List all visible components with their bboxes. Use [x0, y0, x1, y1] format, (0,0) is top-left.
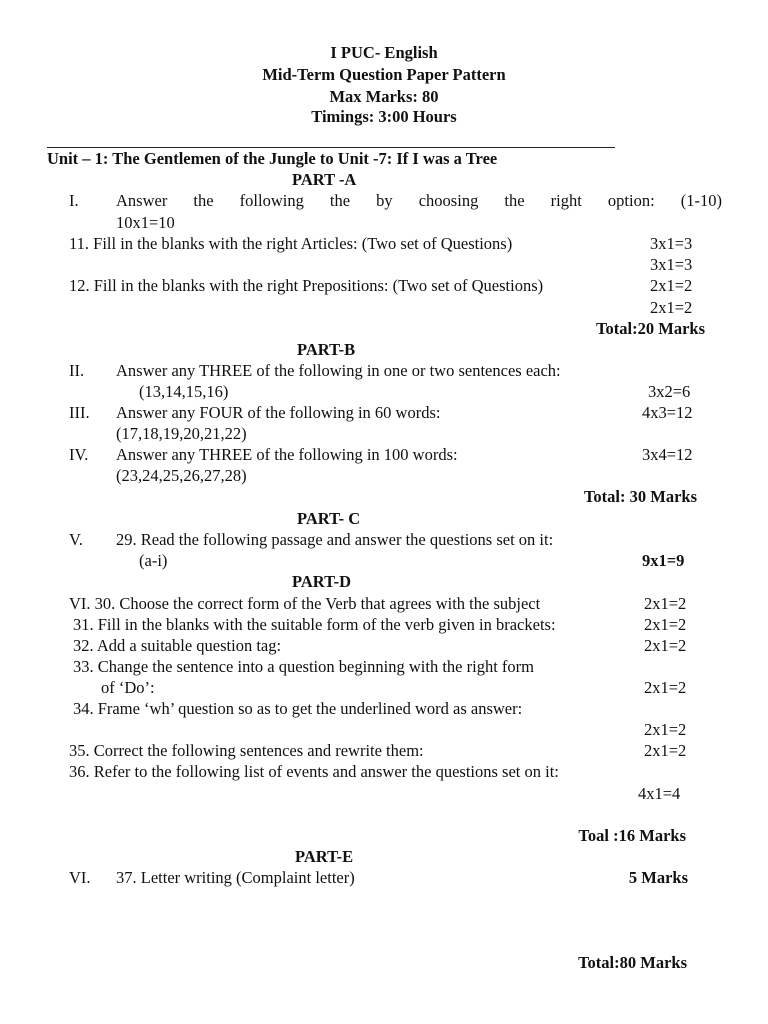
q12-text: 12. Fill in the blanks with the right Prepositions: (Two set of Questions)	[69, 276, 544, 295]
q3-number: III.	[69, 403, 90, 422]
q35-text: 35. Correct the following sentences and rewrite them:	[69, 741, 424, 760]
q32-text: 32. Add a suitable question tag:	[73, 636, 282, 655]
q30-text: VI. 30. Choose the correct form of the Verb that agrees with the subject	[69, 594, 541, 613]
q3-marks: 4x3=12	[642, 403, 693, 422]
grand-total: Total:80 Marks	[578, 953, 687, 972]
part-a-title: PART -A	[292, 170, 357, 189]
q1-word: option:	[607, 191, 655, 210]
q31-marks: 2x1=2	[644, 615, 687, 634]
q33-text: 33. Change the sentence into a question beginning with the right form	[73, 657, 534, 676]
q11-marks: 3x1=3	[650, 234, 693, 253]
q4-marks: 3x4=12	[642, 445, 693, 464]
q1-word: the	[504, 191, 525, 210]
q4-text: Answer any THREE of the following in 100 words:	[116, 445, 458, 464]
q3-text: Answer any FOUR of the following in 60 words:	[116, 403, 441, 422]
q11-text: 11. Fill in the blanks with the right Articles: (Two set of Questions)	[69, 234, 513, 253]
q36-text: 36. Refer to the following list of events and answer the questions set on it:	[69, 762, 559, 781]
q5-number: V.	[69, 530, 83, 549]
q2-marks: 3x2=6	[648, 382, 691, 401]
q2-sub: (13,14,15,16)	[139, 382, 229, 401]
header-divider	[47, 147, 615, 148]
q5-marks: 9x1=9	[642, 551, 685, 570]
q1-text	[116, 191, 722, 211]
q31-text: 31. Fill in the blanks with the suitable form of the verb given in brackets:	[73, 615, 556, 634]
q1-word: Answer	[116, 191, 168, 210]
q34-text: 34. Frame ‘wh’ question so as to get the underlined word as answer:	[73, 699, 523, 718]
timings: Timings: 3:00 Hours	[311, 107, 457, 126]
q1-word: (1-10)	[680, 191, 722, 210]
part-b-total: Total: 30 Marks	[583, 487, 697, 506]
q33-marks: 2x1=2	[644, 678, 687, 697]
q1-word: by	[376, 191, 393, 210]
part-c-title: PART- C	[297, 509, 361, 528]
q1-word: right	[550, 191, 582, 210]
part-a-total: Total:20 Marks	[596, 319, 705, 338]
q4-sub: (23,24,25,26,27,28)	[116, 466, 247, 485]
part-d-total: Toal :16 Marks	[578, 826, 686, 845]
q6-number: VI.	[69, 868, 91, 887]
q5-sub: (a-i)	[139, 551, 168, 570]
q11-marks: 3x1=3	[650, 255, 693, 274]
q1-word: the	[193, 191, 214, 210]
q6-marks: 5 Marks	[628, 868, 688, 887]
paper-subtitle: Mid-Term Question Paper Pattern	[262, 65, 506, 84]
q1-word: choosing	[418, 191, 479, 210]
q35-marks: 2x1=2	[644, 741, 687, 760]
q1-marks: 10x1=10	[116, 213, 175, 232]
unit-heading: Unit – 1: The Gentlemen of the Jungle to Unit -7: If I was a Tree	[47, 149, 498, 168]
part-b-title: PART-B	[297, 340, 356, 359]
q34-marks: 2x1=2	[644, 720, 687, 739]
q1-word: following	[239, 191, 304, 210]
paper-title: I PUC- English	[330, 43, 438, 62]
q1-word: the	[329, 191, 351, 210]
part-e-title: PART-E	[295, 847, 354, 866]
q32-marks: 2x1=2	[644, 636, 687, 655]
q12-marks: 2x1=2	[650, 298, 693, 317]
q2-number: II.	[69, 361, 85, 380]
q6-text: 37. Letter writing (Complaint letter)	[116, 868, 355, 887]
q4-number: IV.	[69, 445, 89, 464]
q36-marks: 4x1=4	[638, 784, 681, 803]
max-marks: Max Marks: 80	[329, 87, 439, 106]
q1-number: I.	[69, 191, 79, 210]
q33-continuation: of ‘Do’:	[101, 678, 155, 697]
q30-marks: 2x1=2	[644, 594, 687, 613]
q12-marks: 2x1=2	[650, 276, 693, 295]
q5-text: 29. Read the following passage and answer the questions set on it:	[116, 530, 554, 549]
q2-text: Answer any THREE of the following in one or two sentences each:	[116, 361, 561, 380]
part-d-title: PART-D	[292, 572, 352, 591]
q3-sub: (17,18,19,20,21,22)	[116, 424, 247, 443]
